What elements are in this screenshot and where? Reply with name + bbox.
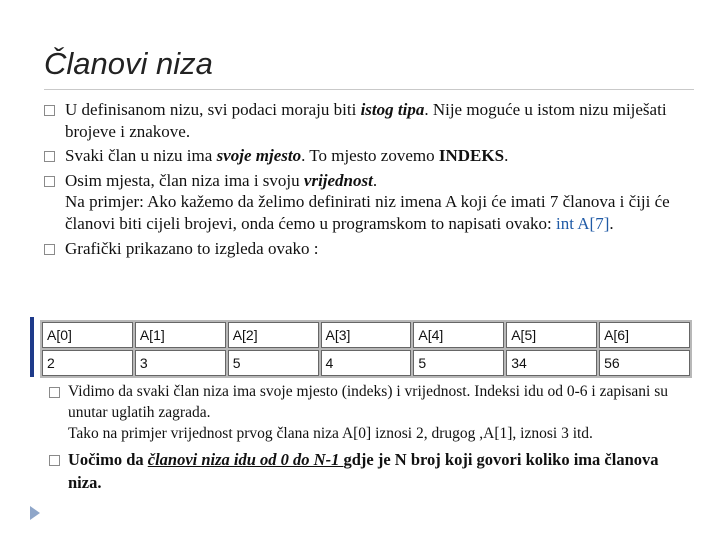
emphasis-n-minus-1: članovi niza idu od 0 do N-1 (147, 450, 344, 469)
table-value-cell: 3 (135, 350, 226, 376)
table-value-cell: 56 (599, 350, 690, 376)
bullet-item-explanation: Vidimo da svaki član niza ima svoje mjesto (indeks) i vrijednost. Indeksi idu od 0-6 i zapisani su unutar uglatih zagrada. Tako na primjer vrijednost prvog člana niza A[0] iznosi 2, drugog ,A[1], iznosi 3 itd. (49, 381, 694, 444)
slide-title: Članovi niza (44, 46, 213, 81)
table-value-cell: 5 (228, 350, 319, 376)
bullet-square-icon (44, 105, 55, 116)
bullet-square-icon (44, 151, 55, 162)
slide-nav-arrow-icon[interactable] (30, 506, 40, 520)
table-value-cell: 4 (321, 350, 412, 376)
table-header-cell: A[0] (42, 322, 133, 348)
table-row-indices (42, 322, 690, 348)
bullet-item-type: U definisanom nizu, svi podaci moraju biti istog tipa. Nije moguće u istom nizu miješati brojeve i znakove. (44, 99, 694, 142)
table-value-cell: 34 (506, 350, 597, 376)
code-int-array: int A[7] (556, 213, 610, 233)
table-value-cell: 2 (42, 350, 133, 376)
explanation-section (49, 381, 694, 494)
table-accent-bar (30, 317, 34, 377)
bullet-item-graphic: Grafički prikazano to izgleda ovako : (44, 238, 694, 260)
bullet-square-icon (44, 176, 55, 187)
table-header-cell: A[4] (413, 322, 504, 348)
table-header-cell: A[3] (321, 322, 412, 348)
bullet-square-icon (44, 244, 55, 255)
emphasis-istog-tipa: istog tipa (360, 100, 425, 119)
table-value-cell: 5 (413, 350, 504, 376)
bullet-item-conclusion: Uočimo da članovi niza idu od 0 do N-1 gdje je N broj koji govori koliko ima članova niza. (49, 448, 694, 494)
array-table (40, 320, 692, 378)
bullet-item-value: Osim mjesta, član niza ima i svoju vrijednost. Na primjer: Ako kažemo da želimo definirati niz imena A koji će imati 7 članova i čiji će članovi biti cijeli brojevi, onda ćemo u programskom to napisati ovako: int A[7]. (44, 170, 694, 235)
table-header-cell: A[2] (228, 322, 319, 348)
bullet-list (44, 99, 694, 260)
emphasis-svoje-mjesto: svoje mjesto (216, 146, 302, 165)
table-row-values (42, 350, 690, 376)
bullet-square-icon (49, 455, 60, 466)
table-header-cell: A[5] (506, 322, 597, 348)
table-header-cell: A[6] (599, 322, 690, 348)
keyword-indeks: INDEKS (438, 146, 505, 165)
emphasis-vrijednost: vrijednost (303, 170, 373, 190)
table-header-cell: A[1] (135, 322, 226, 348)
bullet-square-icon (49, 387, 60, 398)
title-divider (44, 89, 694, 90)
bullet-item-index: Svaki član u nizu ima svoje mjesto. To mjesto zovemo INDEKS. (44, 145, 694, 167)
